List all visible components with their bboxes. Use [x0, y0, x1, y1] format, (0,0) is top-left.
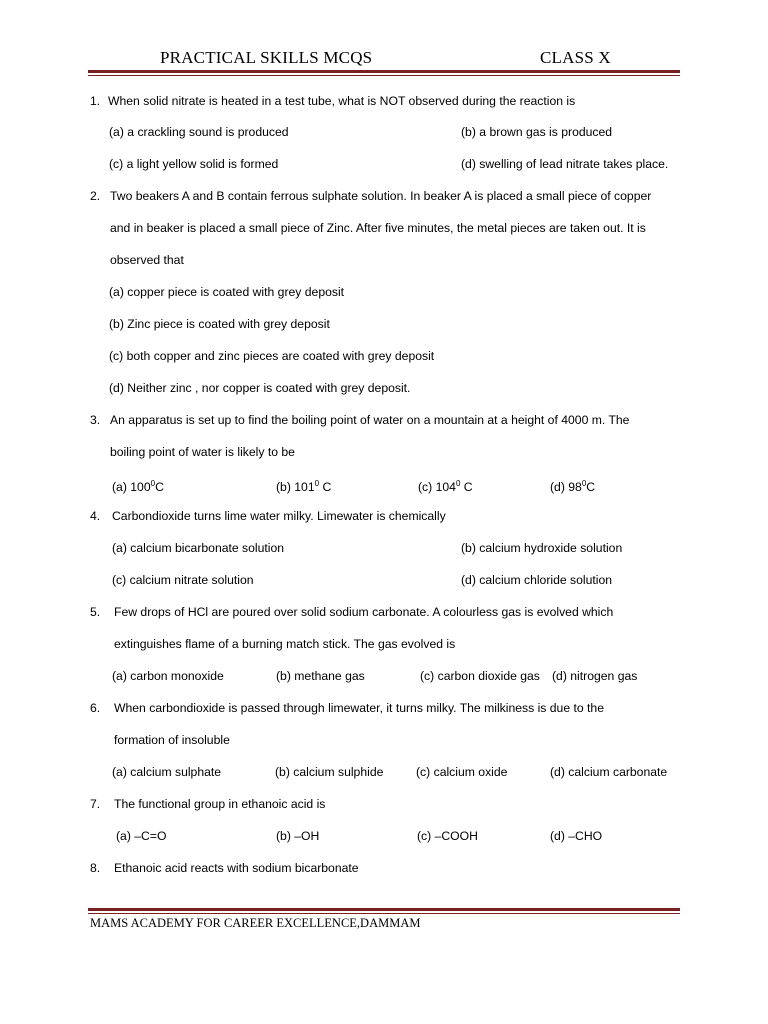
question-4-option-a: (a) calcium bicarbonate solution	[112, 541, 285, 555]
question-6-text-line-2: formation of insoluble	[114, 733, 230, 747]
question-5-option-c: (c) carbon dioxide gas	[420, 669, 540, 683]
page-title: PRACTICAL SKILLS MCQS	[160, 48, 373, 67]
question-4-number: 4.	[90, 509, 101, 523]
question-7-text: The functional group in ethanoic acid is	[114, 797, 326, 811]
question-3-text-line-2: boiling point of water is likely to be	[110, 445, 295, 459]
question-1-option-c: (c) a light yellow solid is formed	[109, 157, 279, 171]
question-3-option-b-suffix: C	[319, 480, 332, 494]
question-3-text-line-1: An apparatus is set up to find the boiling point of water on a mountain at a height of 4000 m. The	[110, 413, 630, 427]
question-3-option-c-prefix: (c) 104	[418, 480, 456, 494]
question-3-option-c-suffix: C	[460, 480, 473, 494]
question-2-text-line-3: observed that	[110, 253, 184, 267]
header-rule-thick	[88, 70, 680, 73]
question-2-option-a: (a) copper piece is coated with grey deposit	[109, 285, 345, 299]
question-6-option-a: (a) calcium sulphate	[112, 765, 222, 779]
question-1-text: When solid nitrate is heated in a test tube, what is NOT observed during the reaction is	[108, 94, 576, 108]
question-8-number: 8.	[90, 861, 101, 875]
degree-sign: 0	[581, 479, 587, 488]
question-1-number: 1.	[90, 94, 101, 108]
question-5-option-b: (b) methane gas	[276, 669, 365, 683]
footer-institution: MAMS ACADEMY FOR CAREER EXCELLENCE,DAMMAM	[90, 916, 421, 930]
question-4-option-d: (d) calcium chloride solution	[461, 573, 613, 587]
question-3-option-a	[112, 476, 164, 495]
question-6-number: 6.	[90, 701, 101, 715]
question-7-option-a: (a) –C=O	[116, 829, 167, 843]
question-4-option-b: (b) calcium hydroxide solution	[461, 541, 623, 555]
question-3-option-b-prefix: (b) 101	[276, 480, 315, 494]
question-7-option-b: (b) –OH	[276, 829, 320, 843]
class-label: CLASS X	[540, 48, 611, 67]
question-3-option-d-suffix: C	[586, 480, 596, 494]
question-5-option-d: (d) nitrogen gas	[552, 669, 638, 683]
question-3-number: 3.	[90, 413, 101, 427]
question-3-option-a-suffix: C	[155, 480, 164, 494]
question-7-option-d: (d) –CHO	[550, 829, 603, 843]
question-3-option-a-prefix: (a) 100	[112, 480, 151, 494]
question-3-option-b	[276, 476, 331, 495]
degree-sign: 0	[150, 479, 156, 488]
footer-rule-thick	[88, 908, 680, 911]
header-rule-thin	[88, 75, 680, 76]
question-3-option-d	[550, 476, 595, 495]
question-7-option-c: (c) –COOH	[417, 829, 478, 843]
question-6-option-d: (d) calcium carbonate	[550, 765, 668, 779]
question-6-text-line-1: When carbondioxide is passed through limewater, it turns milky. The milkiness is due to the	[114, 701, 604, 715]
question-2-option-d: (d) Neither zinc , nor copper is coated with grey deposit.	[109, 381, 411, 395]
question-4-option-c: (c) calcium nitrate solution	[112, 573, 254, 587]
question-3-option-d-prefix: (d) 98	[550, 480, 582, 494]
question-8-text: Ethanoic acid reacts with sodium bicarbonate	[114, 861, 359, 875]
question-5-option-a: (a) carbon monoxide	[112, 669, 224, 683]
question-2-option-b: (b) Zinc piece is coated with grey deposit	[109, 317, 330, 331]
degree-sign: 0	[455, 479, 461, 488]
footer-rule-thin	[88, 913, 680, 914]
question-2-option-c: (c) both copper and zinc pieces are coated with grey deposit	[109, 349, 435, 363]
question-7-number: 7.	[90, 797, 101, 811]
degree-sign: 0	[314, 479, 320, 488]
question-3-option-c	[418, 476, 473, 495]
question-2-text-line-1: Two beakers A and B contain ferrous sulphate solution. In beaker A is placed a small piece of copper	[110, 189, 652, 203]
question-6-option-c: (c) calcium oxide	[416, 765, 508, 779]
question-1-option-b: (b) a brown gas is produced	[461, 125, 613, 139]
question-5-text-line-2: extinguishes flame of a burning match stick. The gas evolved is	[114, 637, 456, 651]
question-6-option-b: (b) calcium sulphide	[275, 765, 384, 779]
question-5-number: 5.	[90, 605, 101, 619]
question-2-number: 2.	[90, 189, 101, 203]
question-5-text-line-1: Few drops of HCl are poured over solid sodium carbonate. A colourless gas is evolved which	[114, 605, 614, 619]
question-1-option-a: (a) a crackling sound is produced	[109, 125, 289, 139]
question-2-text-line-2: and in beaker is placed a small piece of Zinc. After five minutes, the metal pieces are taken out. It is	[110, 221, 646, 235]
question-1-option-d: (d) swelling of lead nitrate takes place.	[461, 157, 669, 171]
question-4-text: Carbondioxide turns lime water milky. Limewater is chemically	[112, 509, 446, 523]
